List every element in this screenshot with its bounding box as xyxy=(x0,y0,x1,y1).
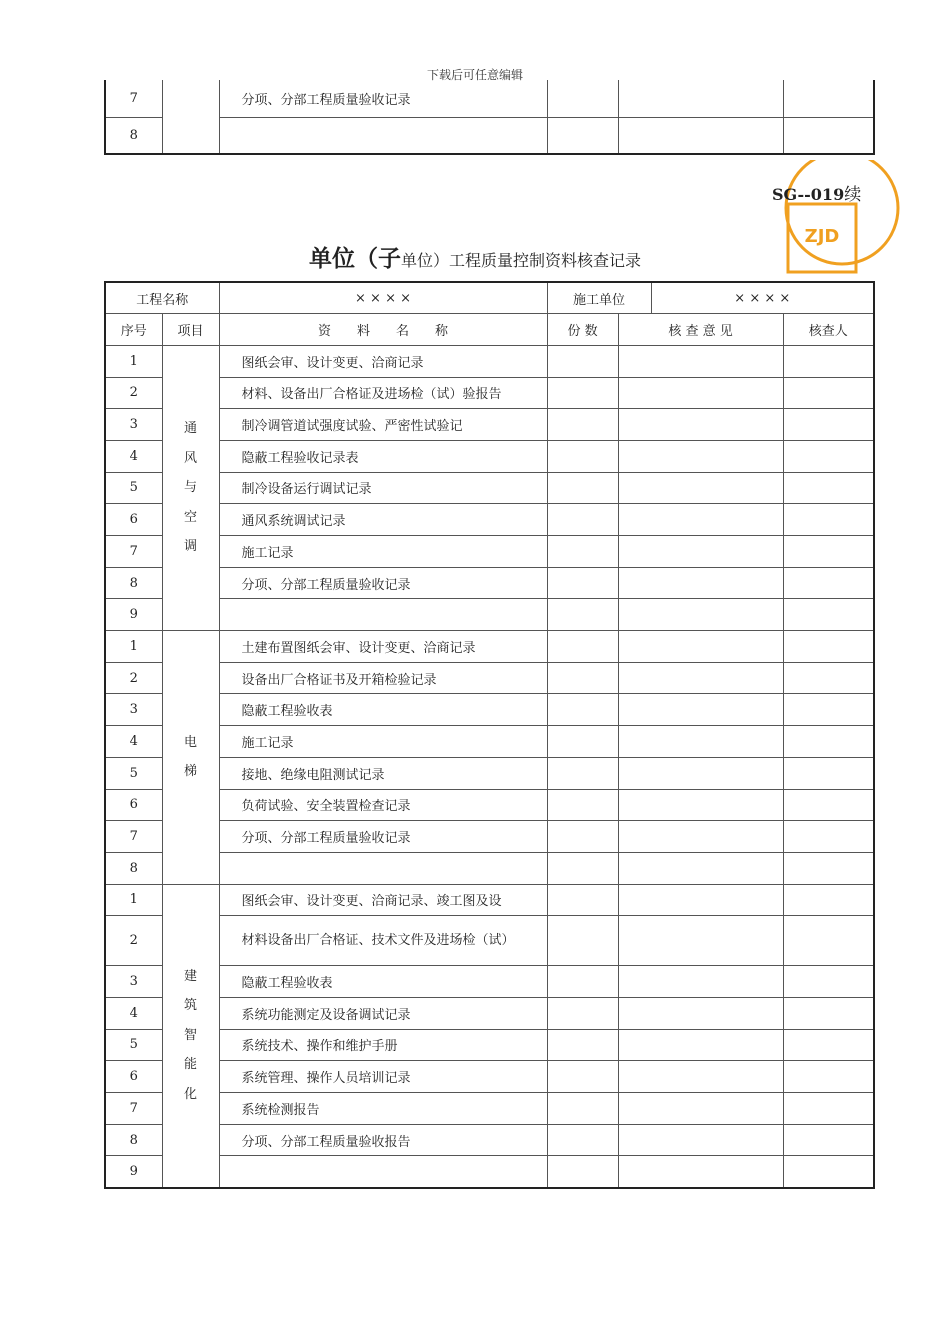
document-name: 隐蔽工程验收表 xyxy=(219,694,547,726)
opinion-cell xyxy=(618,1156,783,1188)
checker-cell xyxy=(783,631,874,663)
checker-cell xyxy=(783,599,874,631)
opinion-cell xyxy=(618,662,783,694)
row-number: 5 xyxy=(105,1029,162,1061)
col-header-name: 资 料 名 称 xyxy=(219,314,547,346)
opinion-cell xyxy=(618,440,783,472)
opinion-cell xyxy=(618,852,783,884)
opinion-cell xyxy=(618,377,783,409)
table-row xyxy=(105,852,874,884)
checker-cell xyxy=(783,117,874,154)
group-item-char: 梯 xyxy=(184,764,198,780)
document-name: 施工记录 xyxy=(219,536,547,568)
row-number: 1 xyxy=(105,631,162,663)
copies-cell xyxy=(547,345,618,377)
copies-cell xyxy=(547,1061,618,1093)
row-number: 6 xyxy=(105,789,162,821)
row-number: 2 xyxy=(105,662,162,694)
document-name: 通风系统调试记录 xyxy=(219,504,547,536)
group-item-label xyxy=(162,631,219,885)
checker-cell xyxy=(783,1061,874,1093)
column-header-row xyxy=(105,314,874,346)
document-name: 负荷试验、安全装置检查记录 xyxy=(219,789,547,821)
row-number: 7 xyxy=(105,1093,162,1125)
opinion-cell xyxy=(618,567,783,599)
table-row xyxy=(105,1124,874,1156)
copies-cell xyxy=(547,377,618,409)
opinion-cell xyxy=(618,1029,783,1061)
row-number: 3 xyxy=(105,694,162,726)
copies-cell xyxy=(547,884,618,916)
checker-cell xyxy=(783,997,874,1029)
group-item-char: 空 xyxy=(184,509,198,525)
checker-cell xyxy=(783,567,874,599)
row-number: 8 xyxy=(105,852,162,884)
document-name: 系统技术、操作和维护手册 xyxy=(219,1029,547,1061)
row-number: 6 xyxy=(105,504,162,536)
checker-cell xyxy=(783,966,874,998)
opinion-cell xyxy=(618,504,783,536)
document-name xyxy=(219,117,547,154)
copies-cell xyxy=(547,1156,618,1188)
row-number: 7 xyxy=(105,821,162,853)
group-item-char: 通 xyxy=(184,421,198,437)
document-name xyxy=(219,1156,547,1188)
table-row xyxy=(105,631,874,663)
opinion-cell xyxy=(618,1061,783,1093)
opinion-cell xyxy=(618,345,783,377)
item-cell xyxy=(162,80,219,154)
copies-cell xyxy=(547,1124,618,1156)
header-note: 下载后可任意编辑 xyxy=(426,68,523,82)
form-code-prefix: SG--019 xyxy=(772,185,845,204)
table-row xyxy=(105,821,874,853)
table-row xyxy=(105,504,874,536)
opinion-cell xyxy=(618,966,783,998)
col-header-no: 序号 xyxy=(105,314,162,346)
copies-cell xyxy=(547,567,618,599)
opinion-cell xyxy=(618,80,783,117)
table-row xyxy=(105,757,874,789)
row-number: 8 xyxy=(105,1124,162,1156)
checker-cell xyxy=(783,536,874,568)
document-name: 隐蔽工程验收表 xyxy=(219,966,547,998)
checker-cell xyxy=(783,1124,874,1156)
document-name xyxy=(219,599,547,631)
table-row xyxy=(105,440,874,472)
checker-cell xyxy=(783,504,874,536)
checker-cell xyxy=(783,789,874,821)
row-number: 2 xyxy=(105,377,162,409)
copies-cell xyxy=(547,504,618,536)
group-item-char: 能 xyxy=(184,1057,198,1073)
opinion-cell xyxy=(618,694,783,726)
document-name: 制冷调管道试强度试验、严密性试验记 xyxy=(219,409,547,441)
row-number: 9 xyxy=(105,1156,162,1188)
row-number: 4 xyxy=(105,440,162,472)
row-number: 1 xyxy=(105,884,162,916)
table-row xyxy=(105,1093,874,1125)
checker-cell xyxy=(783,1156,874,1188)
table-row xyxy=(105,966,874,998)
checker-cell xyxy=(783,916,874,966)
document-name: 土建布置图纸会审、设计变更、洽商记录 xyxy=(219,631,547,663)
copies-cell xyxy=(547,80,618,117)
opinion-cell xyxy=(618,726,783,758)
checker-cell xyxy=(783,1093,874,1125)
page-title xyxy=(0,240,950,273)
row-number: 7 xyxy=(105,536,162,568)
document-name: 系统检测报告 xyxy=(219,1093,547,1125)
opinion-cell xyxy=(618,1093,783,1125)
opinion-cell xyxy=(618,997,783,1029)
copies-cell xyxy=(547,1093,618,1125)
opinion-cell xyxy=(618,884,783,916)
title-rest: 单位）工程质量控制资料核查记录 xyxy=(400,251,641,270)
group-item-char: 与 xyxy=(184,480,198,496)
table-row xyxy=(105,1061,874,1093)
project-name-value: × × × × xyxy=(219,282,547,314)
group-item-char: 化 xyxy=(184,1086,198,1102)
document-name: 系统功能测定及设备调试记录 xyxy=(219,997,547,1029)
document-name: 图纸会审、设计变更、洽商记录、竣工图及设 xyxy=(219,884,547,916)
table-row xyxy=(105,884,874,916)
checker-cell xyxy=(783,409,874,441)
document-name: 隐蔽工程验收记录表 xyxy=(219,440,547,472)
copies-cell xyxy=(547,852,618,884)
row-number: 9 xyxy=(105,599,162,631)
info-row xyxy=(105,282,874,314)
form-code xyxy=(772,180,861,205)
group-item-char: 智 xyxy=(184,1027,198,1043)
group-item-char: 风 xyxy=(184,450,198,466)
checker-cell xyxy=(783,1029,874,1061)
copies-cell xyxy=(547,536,618,568)
table-row xyxy=(105,80,874,117)
copies-cell xyxy=(547,821,618,853)
document-name: 设备出厂合格证书及开箱检验记录 xyxy=(219,662,547,694)
opinion-cell xyxy=(618,757,783,789)
copies-cell xyxy=(547,916,618,966)
opinion-cell xyxy=(618,789,783,821)
copies-cell xyxy=(547,789,618,821)
checker-cell xyxy=(783,662,874,694)
document-name: 接地、绝缘电阻测试记录 xyxy=(219,757,547,789)
row-number: 2 xyxy=(105,916,162,966)
copies-cell xyxy=(547,409,618,441)
row-number: 5 xyxy=(105,757,162,789)
table-row xyxy=(105,472,874,504)
checker-cell xyxy=(783,821,874,853)
top-continuation-table xyxy=(104,80,875,155)
opinion-cell xyxy=(618,409,783,441)
group-item-label xyxy=(162,345,219,630)
group-item-label xyxy=(162,884,219,1188)
document-name: 系统管理、操作人员培训记录 xyxy=(219,1061,547,1093)
watermark-text: ZJD xyxy=(804,226,840,247)
table-row xyxy=(105,1029,874,1061)
project-name-label: 工程名称 xyxy=(105,282,219,314)
builder-value: × × × × xyxy=(651,282,874,314)
document-name: 材料设备出厂合格证、技术文件及进场检（试） xyxy=(219,916,547,966)
opinion-cell xyxy=(618,117,783,154)
table-row xyxy=(105,345,874,377)
row-number: 7 xyxy=(105,80,162,117)
row-number: 8 xyxy=(105,117,162,154)
checker-cell xyxy=(783,377,874,409)
copies-cell xyxy=(547,694,618,726)
copies-cell xyxy=(547,472,618,504)
copies-cell xyxy=(547,966,618,998)
checker-cell xyxy=(783,472,874,504)
checker-cell xyxy=(783,80,874,117)
copies-cell xyxy=(547,662,618,694)
opinion-cell xyxy=(618,821,783,853)
group-item-char: 筑 xyxy=(184,998,198,1014)
document-name: 分项、分部工程质量验收记录 xyxy=(219,80,547,117)
group-item-char: 调 xyxy=(184,539,198,555)
document-name: 分项、分部工程质量验收记录 xyxy=(219,821,547,853)
builder-label: 施工单位 xyxy=(547,282,651,314)
opinion-cell xyxy=(618,1124,783,1156)
row-number: 8 xyxy=(105,567,162,599)
title-large-part: 单位（子 xyxy=(308,246,401,272)
table-row xyxy=(105,916,874,966)
col-header-opinion: 核 查 意 见 xyxy=(618,314,783,346)
table-row xyxy=(105,409,874,441)
table-row xyxy=(105,662,874,694)
checker-cell xyxy=(783,757,874,789)
copies-cell xyxy=(547,1029,618,1061)
document-name: 图纸会审、设计变更、洽商记录 xyxy=(219,345,547,377)
copies-cell xyxy=(547,631,618,663)
col-header-copies: 份 数 xyxy=(547,314,618,346)
copies-cell xyxy=(547,599,618,631)
form-code-suffix: 续 xyxy=(844,185,862,205)
document-name: 分项、分部工程质量验收报告 xyxy=(219,1124,547,1156)
opinion-cell xyxy=(618,916,783,966)
document-name: 制冷设备运行调试记录 xyxy=(219,472,547,504)
opinion-cell xyxy=(618,599,783,631)
checker-cell xyxy=(783,345,874,377)
row-number: 3 xyxy=(105,966,162,998)
col-header-item: 项目 xyxy=(162,314,219,346)
table-row xyxy=(105,377,874,409)
opinion-cell xyxy=(618,472,783,504)
row-number: 5 xyxy=(105,472,162,504)
document-name: 施工记录 xyxy=(219,726,547,758)
copies-cell xyxy=(547,997,618,1029)
col-header-checker: 核查人 xyxy=(783,314,874,346)
copies-cell xyxy=(547,726,618,758)
copies-cell xyxy=(547,440,618,472)
table-row xyxy=(105,997,874,1029)
table-row xyxy=(105,117,874,154)
checker-cell xyxy=(783,694,874,726)
table-row xyxy=(105,1156,874,1188)
check-record-table xyxy=(104,281,875,1189)
row-number: 4 xyxy=(105,997,162,1029)
table-row xyxy=(105,536,874,568)
table-row xyxy=(105,599,874,631)
document-name: 材料、设备出厂合格证及进场检（试）验报告 xyxy=(219,377,547,409)
row-number: 4 xyxy=(105,726,162,758)
checker-cell xyxy=(783,852,874,884)
group-item-char: 建 xyxy=(184,968,198,984)
row-number: 6 xyxy=(105,1061,162,1093)
checker-cell xyxy=(783,726,874,758)
opinion-cell xyxy=(618,631,783,663)
table-row xyxy=(105,567,874,599)
checker-cell xyxy=(783,884,874,916)
opinion-cell xyxy=(618,536,783,568)
group-item-char: 电 xyxy=(184,734,198,750)
document-name: 分项、分部工程质量验收记录 xyxy=(219,567,547,599)
document-name xyxy=(219,852,547,884)
row-number: 3 xyxy=(105,409,162,441)
table-row xyxy=(105,694,874,726)
table-row xyxy=(105,726,874,758)
table-row xyxy=(105,789,874,821)
checker-cell xyxy=(783,440,874,472)
copies-cell xyxy=(547,117,618,154)
copies-cell xyxy=(547,757,618,789)
row-number: 1 xyxy=(105,345,162,377)
